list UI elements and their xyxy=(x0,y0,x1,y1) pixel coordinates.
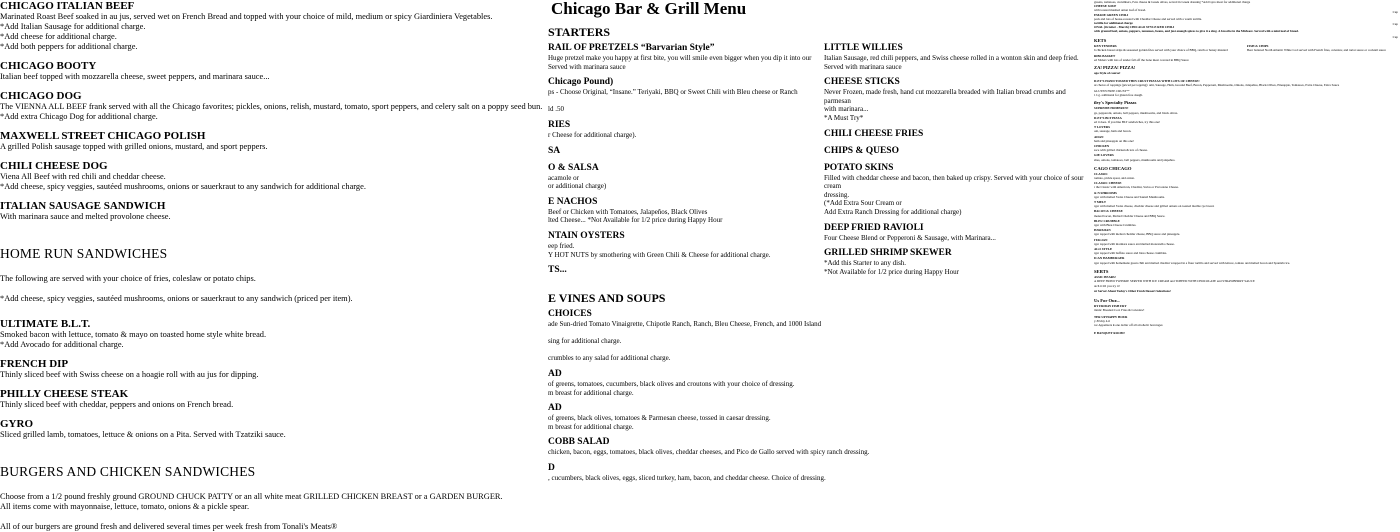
item-name: RIES xyxy=(548,119,571,130)
dessert-description: atch it till you try it! xyxy=(1094,284,1120,289)
gluten-free: GLUTEN FREE CRUST** xyxy=(1094,89,1130,93)
burger-description: tomato, pickle spear, and onion. xyxy=(1094,176,1135,180)
item-name: FRENCH DIP xyxy=(0,358,69,370)
item-description: Smoked bacon with lettuce, tomato & mayo on toasted home style white bread. *Add Avocado for additional charge. xyxy=(0,330,267,349)
salad-item xyxy=(548,463,1092,483)
sandwich-item xyxy=(0,130,548,152)
item-description: ps - Choose Original, “Insane.” Teriyaki, BBQ or Sweet Chili with Bleu cheese or Ranch ld .50 xyxy=(548,88,798,114)
home-run-heading: HOME RUN SANDWICHES xyxy=(0,246,168,261)
item-description: With marinara sauce and melted provolone cheese. xyxy=(0,212,171,221)
pizza-description: ge, pepperoni, onions, bell peppers, mushrooms, and black olives. xyxy=(1094,110,1179,115)
price-label: Cup xyxy=(1392,10,1398,14)
item-description: Italian beef topped with mozzarella cheese, sweet peppers, and marinara sauce... xyxy=(0,72,270,81)
happy-hour: TER UP HAPPY HOUR xyxy=(1094,315,1128,319)
basket-description: Beer battered North Atlantic White Cod served with French fries, coleslaw, and tartar sauce or cocktail sauce xyxy=(1247,47,1386,52)
happy-hour-time: y-Friday 4-6 xyxy=(1094,319,1111,324)
starter-item xyxy=(824,146,1092,157)
item-name: D xyxy=(548,462,555,473)
burger-name: ALO STYLE xyxy=(1094,247,1113,251)
item-name: CHICAGO ITALIAN BEEF xyxy=(0,0,135,12)
salad-list xyxy=(548,309,1092,489)
burger-name: CLASSIC xyxy=(1094,171,1108,176)
starter-item xyxy=(548,77,818,114)
sandwich-item xyxy=(0,200,548,222)
burger-description: r the Classic with American, Cheddar, Swiss or Provolone Cheese. xyxy=(1094,185,1179,190)
starter-item xyxy=(824,129,1092,140)
item-description: *Add this Starter to any dish. *Not Available for 1/2 price during Happy Hour xyxy=(824,259,959,276)
starter-item xyxy=(548,120,818,140)
pizza-name: CHICKEN xyxy=(1094,144,1110,148)
burger-description: rger with melted Swiss cheese, cheddar cheese and grilled onions on toasted marble rye bread. xyxy=(1094,204,1215,209)
burgers-heading: BURGERS AND CHICKEN SANDWICHES xyxy=(0,464,256,479)
item-description: Thinly sliced beef with Swiss cheese on a hoagie roll with au jus for dipping. xyxy=(0,370,259,379)
join-us-heading: Us For Our... xyxy=(1094,297,1120,303)
dressing-choices: CHOICES ade Sun-dried Tomato Vinaigrette, Chipotle Ranch, Ranch, Bleu Cheese, French, and 1000 Island sing for additional charge. crumbles to any salad for additional charge. xyxy=(548,309,822,363)
starter-item xyxy=(548,146,818,157)
sandwich-item xyxy=(0,60,548,82)
burger-name: BACON & CHEESE xyxy=(1094,209,1123,214)
starter-item xyxy=(548,231,818,259)
burger-description: rger topped with marinara sauce and melted mozzarella cheese. xyxy=(1094,241,1175,246)
salad-item xyxy=(548,369,1092,397)
sandwich-item xyxy=(0,90,548,122)
dessert-name: ur Server About Today's Other Fresh Dessert Selections! xyxy=(1094,289,1171,294)
home-run-list xyxy=(0,318,548,440)
item-description: Thinly sliced beef with cheddar, peppers and onions on French bread. xyxy=(0,400,234,409)
item-name: ULTIMATE B.L.T. xyxy=(0,318,91,330)
pizza-name: GIE LOVERS xyxy=(1094,153,1114,158)
item-description: Huge pretzel make you happy at first bite, you will smile even bigger when you dip it into our Served with marinara sauce xyxy=(548,54,812,71)
menu-page-right xyxy=(1092,0,1400,500)
item-description: acamole or or additional charge) xyxy=(548,173,607,191)
basket-name: FISH & CHIPS xyxy=(1247,43,1269,48)
burger-description: rger topped with melted cheddar cheese, BBQ sauce and pineapple. xyxy=(1094,232,1181,237)
burger-name: ITALIAN xyxy=(1094,237,1108,242)
burger-name: HAWAIIAN xyxy=(1094,228,1111,233)
pizza-crust: ILEY'S HAND TOSSED THIN CRUST PIZZAS WITH LOTS OF CHEESE! xyxy=(1094,78,1200,83)
soup-line: with ground beef, onions, peppers, tomatoes, beans, and just enough spices to give it a zing. A favorite in the Midwest. Served with a mini loaf of bread. xyxy=(1094,29,1299,34)
item-description: Never Frozen, made fresh, hand cut mozzarella breaded with Italian bread crumbs and parmesan with marinara... *A Must Try* xyxy=(824,88,1066,122)
gluten-free-note: 1 Lg. additional for gluten free dough. xyxy=(1094,93,1143,98)
home-run-item xyxy=(0,418,548,440)
item-description: A grilled Polish sausage topped with grilled onions, mustard, and sport peppers. xyxy=(0,142,268,151)
item-name: GRILLED SHRIMP SKEWER xyxy=(824,248,952,259)
item-description: Filled with cheddar cheese and bacon, then baked up crispy. Served with your choice of sour cream dressing. (*Add Extra Sour Cream or Add Extra Ranch Dressing for additional charge) xyxy=(824,173,1084,216)
item-name: CHILI CHEESE DOG xyxy=(0,160,108,172)
burger-description: rger topped with homemade green chili and melted cheddar wrapped in a flour tortilla and served with lettuce, tomato and melted bacon and Spanish rice. xyxy=(1094,260,1291,265)
basket-description: 6 chicken breast strips & seasoned golden fries served with your choice of BBQ, ranch or honey mustard xyxy=(1094,47,1228,52)
salad-item xyxy=(548,437,1092,457)
pizza-description: oni, sausage, ham and bacon. xyxy=(1094,129,1132,134)
item-name: RAIL OF PRETZELS “Barvarian Style” xyxy=(548,43,715,53)
burger-name: ICAN HAMBURGER xyxy=(1094,256,1125,261)
item-description: Beef or Chicken with Tomatoes, Jalapeños, Black Olives lted Cheese... *Not Available for 1/2 price during Happy Hour xyxy=(548,207,723,225)
burgers-note: All of our burgers are ground fresh and delivered several times per week fresh from Tonali's Meats® xyxy=(0,522,338,531)
pizza-name: SUPREME HOMERUN! xyxy=(1094,106,1129,111)
happy-hour-description: ror Appetizers ♦ one dollar off all alcoholic beverages xyxy=(1094,323,1163,328)
pizza-name: AIIAN xyxy=(1094,134,1104,139)
soups-heading: E VINES AND SOUPS xyxy=(548,291,666,305)
home-run-item xyxy=(0,388,548,410)
item-name: MAXWELL STREET CHICAGO POLISH xyxy=(0,130,206,142)
burger-description: rger with Bleu Cheese Crumbles. xyxy=(1094,223,1137,227)
pizza-description: shes, onions, tomatoes, bell peppers, mushrooms and jalapeños. xyxy=(1094,157,1176,162)
sandwich-list xyxy=(0,0,548,222)
item-name: CHEESE STICKS xyxy=(824,77,900,88)
item-description: The VIENNA ALL BEEF frank served with all the Chicago favorites; pickles, onions, relish, mustard, tomato, sport peppers, and celery salt on a poppy seed bun. *Add extra Chicago Dog for additional charge. xyxy=(0,102,543,121)
item-name: LITTLE WILLIES xyxy=(824,43,903,53)
item-name: O & SALSA xyxy=(548,162,599,173)
starter-item xyxy=(548,197,818,225)
item-description: Marinated Roast Beef soaked in au jus, served wet on French Bread and topped with your choice of mild, medium or spicy Giardiniera Vegetables. *Add Italian Sausage for additional charge. *Add cheese for additional charge. *Add both peppers for additional charge. xyxy=(0,12,493,51)
home-run-note: *Add cheese, spicy veggies, sautéed mushrooms, onions or sauerkraut to any sandwich (priced per item). xyxy=(0,294,353,303)
item-name: AD xyxy=(548,403,562,414)
price-label: Cup xyxy=(1392,22,1398,26)
starters-heading: STARTERS xyxy=(548,25,611,39)
item-name: GYRO xyxy=(0,418,33,430)
item-name: Chicago Pound) xyxy=(548,77,614,88)
burgers-intro: Choose from a 1/2 pound freshly ground GROUND CHUCK PATTY or an all white meat GRILLED CHICKEN BREAST or a GARDEN BURGER. All items come with mayonnaise, lettuce, tomato, onions & a pickle spear. xyxy=(0,492,503,511)
burger-description: moked bacon, Melted Cheddar Cheese and BBQ Sauce. xyxy=(1094,213,1166,218)
pizza-name: ILEY'S BLT PIZZA xyxy=(1094,115,1122,120)
item-name: CHIPS & QUESO xyxy=(824,145,899,156)
sandwich-item xyxy=(0,160,548,192)
home-run-intro: The following are served with your choice of fries, coleslaw or potato chips. xyxy=(0,274,256,283)
soup-line: greens, tomatoes, cucumbers, Feta cheese & Greek olives, served in Greek dressing *Add Gyro meat for additional charge xyxy=(1094,0,1251,4)
basket-name: KEN TENDERS xyxy=(1094,43,1117,48)
item-name: NTAIN OYSTERS xyxy=(548,230,625,241)
pizza-toppings: ur choice of toppings (priced per topping): ami, Sausage, Ham, Ground Beef, Bacon, Pepperoni, Mushrooms, Onions, Jalapeños, Black Olives, Pineapple, Tomatoes, Extra Cheese, Extra Sauce xyxy=(1094,82,1340,87)
pizza-description: ssce with grilled chicken & lots of cheese. xyxy=(1094,148,1148,153)
item-description: of greens, black olives, tomatoes & Parmesan cheese, tossed in caesar dressing. m breast for additional charge. xyxy=(548,414,771,431)
soup-line: CHEESE SOUP xyxy=(1094,4,1117,9)
item-name: SA xyxy=(548,145,561,156)
sandwich-item xyxy=(0,0,548,52)
item-description: chicken, bacon, eggs, tomatoes, black olives, cheddar cheeses, and Pico de Gallo served with spicy ranch dressing. xyxy=(548,448,870,457)
item-name: POTATO SKINS xyxy=(824,162,894,173)
item-description: Viena All Beef with red chili and cheddar cheese. *Add cheese, spicy veggies, sautéed mushrooms, onions or sauerkraut to any sandwich for additional charge. xyxy=(0,172,366,191)
banquet-room: E BANQUET ROOM! xyxy=(1094,330,1125,335)
desserts-heading: SERTS xyxy=(1094,268,1109,274)
burger-name: BLEU CRUMBLE xyxy=(1094,218,1120,223)
home-run-item xyxy=(0,318,548,350)
starters-left-column xyxy=(548,43,818,282)
fish-fry-description: tlantic Breaded Cod. Fries & Coleslaw! xyxy=(1094,307,1145,312)
starters-right-column xyxy=(824,43,1092,282)
pizza-subheading: ago Style of course! xyxy=(1094,71,1121,76)
price-label: Cup xyxy=(1392,35,1398,39)
burger-description: rger topped with buffalo sauce and bleu cheese crumbles. xyxy=(1094,251,1168,256)
item-description: , cucumbers, black olives, eggs, sliced turkey, ham, bacon, and cheddar cheese. Choice of dressing. xyxy=(548,473,826,482)
home-run-item xyxy=(0,358,548,380)
item-name: CHICAGO BOOTY xyxy=(0,60,97,72)
basket-description: ed Sliders with lots of tender fall off the bone meat covered in BBQ Sauce xyxy=(1094,58,1189,63)
item-description: Italian Sausage, red chili peppers, and Swiss cheese rolled in a wonton skin and deep fried. Served with marinara sauce xyxy=(824,54,1079,71)
soup-line: with toasted mashed onion loaf of bread. xyxy=(1094,8,1146,13)
salad-item xyxy=(548,403,1092,431)
starter-item xyxy=(824,77,1092,122)
starter-item xyxy=(824,248,1092,276)
fish-fry: RY FRIDAY FISH FRY xyxy=(1094,303,1127,308)
pizza-heading: ZA! PIZZA! PIZZA! xyxy=(1094,65,1136,71)
item-description: of greens, tomatoes, cucumbers, black olives and croutons with your choice of dressing. m breast for additional charge. xyxy=(548,379,795,397)
menu-title: Chicago Bar & Grill Menu xyxy=(551,0,747,18)
starter-item xyxy=(824,43,1092,71)
item-description: r Cheese for additional charge). xyxy=(548,130,637,139)
pizza-description: ham and pineapple on this one! xyxy=(1094,138,1134,143)
specialty-heading: iley's Specialty Pizzas xyxy=(1094,100,1137,106)
item-name: CHICAGO DOG xyxy=(0,90,82,102)
item-name: TS... xyxy=(548,265,567,276)
burger-name: T MELT xyxy=(1094,200,1106,204)
item-name: CHILI CHEESE FRIES xyxy=(824,128,924,139)
item-name: COBB SALAD xyxy=(548,437,610,448)
menu-page-center xyxy=(548,0,1092,500)
starter-item xyxy=(548,265,818,276)
item-name: AD xyxy=(548,368,562,379)
pizza-description: ed it does. If you like BLT sandwiches, try this one! xyxy=(1094,120,1161,124)
basket-name: RIBS BASKET xyxy=(1094,54,1116,58)
chicago-burger-heading: CAGO CHICAGO xyxy=(1094,165,1132,171)
dessert-description: A DEEP FRIED TWINKIE SERVED WITH ICE CREAM and TOPPED WITH CHOCOLATE and STRAWBERRY SAUCE xyxy=(1094,279,1255,283)
item-name: E NACHOS xyxy=(548,196,598,207)
starter-item xyxy=(548,43,818,71)
burger-name: & N SHROOMS xyxy=(1094,190,1117,195)
pizza-name: T LOVERS xyxy=(1094,125,1110,130)
baskets-heading: KETS xyxy=(1094,37,1107,43)
item-name: DEEP FRIED RAVIOLI xyxy=(824,222,924,233)
starter-item xyxy=(548,163,818,191)
soup-line: EMADE GREEN CHILI xyxy=(1094,12,1129,17)
burger-name: CLASSIC CHEESE xyxy=(1094,181,1122,186)
burger-description: rger with melted Swiss Cheese and Sautéd Mushrooms. xyxy=(1094,194,1165,199)
item-description: eep fried. Y HOT NUTS by smothering with Green Chili & Cheese for additional charge. xyxy=(548,241,771,259)
soup-line: ONAL (October - March) CHICAGO STYLE RED CHILI xyxy=(1094,25,1175,30)
soup-line: tortilla for additional charge xyxy=(1094,21,1133,25)
menu-page-left xyxy=(0,0,548,531)
starter-item xyxy=(824,163,1092,217)
item-name: PHILLY CHEESE STEAK xyxy=(0,388,129,400)
item-description: Sliced grilled lamb, tomatoes, lettuce & onions on a Pita. Served with Tzatziki sauce. xyxy=(0,430,286,439)
item-name: ITALIAN SAUSAGE SANDWICH xyxy=(0,200,166,212)
soup-line: pork and lots of house-roasted with Cheddar Cheese and served with a warm tortilla. xyxy=(1094,16,1202,21)
item-description: Four Cheese Blend or Pepperoni & Sausage, with Marinara... xyxy=(824,233,996,242)
dessert-name: ASSIC BEARS! xyxy=(1094,274,1116,279)
starter-item xyxy=(824,223,1092,243)
